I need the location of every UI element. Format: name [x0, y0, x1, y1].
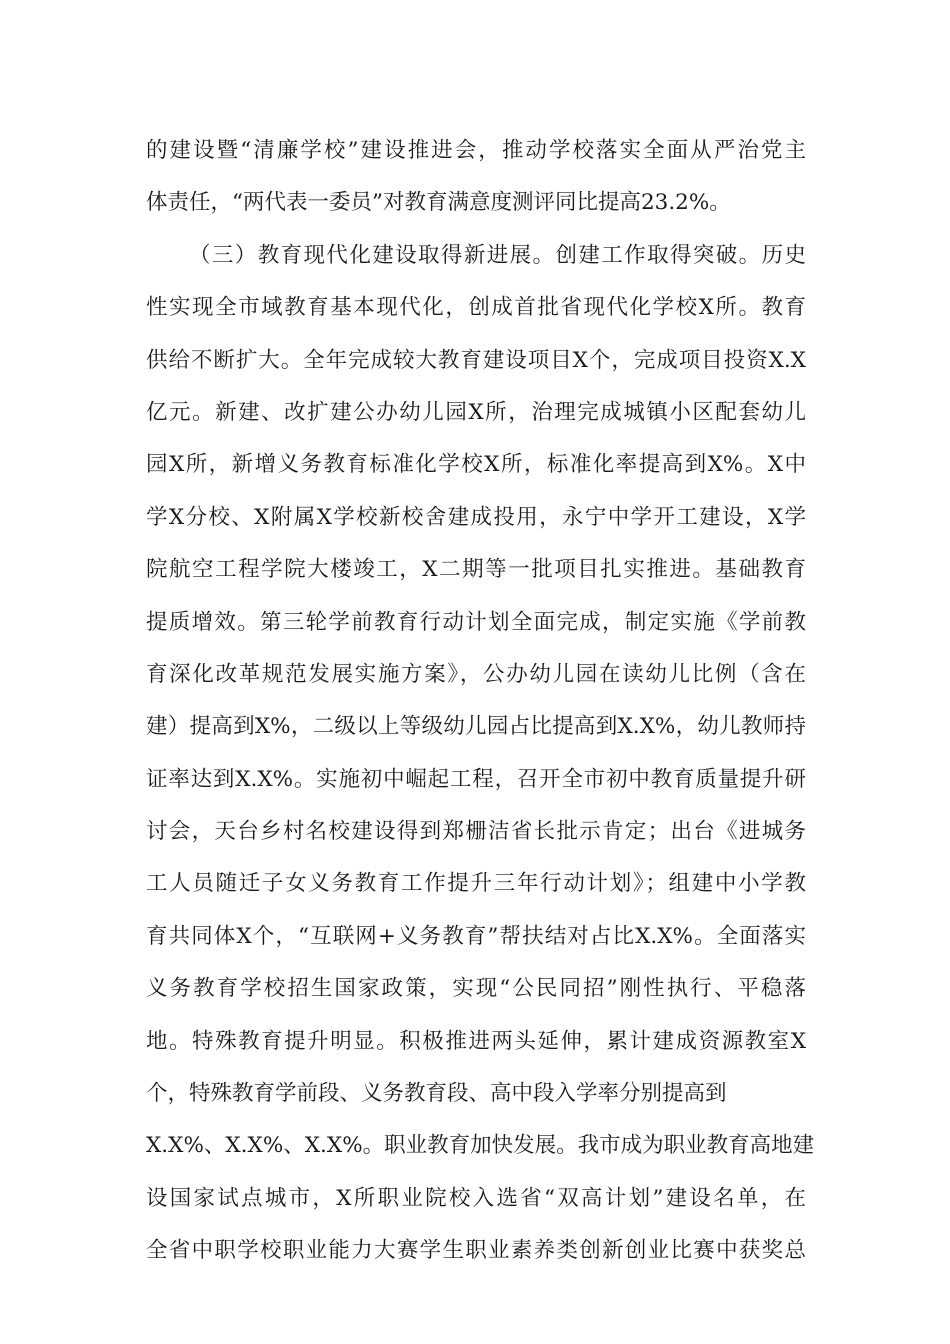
- text-line: 地。特殊教育提升明显。积极推进两头延伸，累计建成资源教室X: [146, 1028, 806, 1054]
- text-line: 育深化改革规范发展实施方案》，公办幼儿园在读幼儿比例（含在: [146, 661, 806, 687]
- text-line: 提质增效。第三轮学前教育行动计划全面完成，制定实施《学前教: [146, 609, 806, 635]
- text-line: 个，特殊教育学前段、义务教育段、高中段入学率分别提高到: [146, 1081, 727, 1107]
- section-heading-line: （三）教育现代化建设取得新进展。创建工作取得突破。历史: [189, 242, 806, 268]
- text-line: 建）提高到X%，二级以上等级幼儿园占比提高到X.X%，幼儿教师持: [146, 714, 806, 740]
- text-line: X.X%、X.X%、X.X%。职业教育加快发展。我市成为职业教育高地建: [146, 1133, 815, 1159]
- text-line: 讨会，天台乡村名校建设得到郑栅洁省长批示肯定；出台《进城务: [146, 819, 806, 845]
- body-text: [146, 125, 815, 1278]
- text-line: 院航空工程学院大楼竣工，X二期等一批项目扎实推进。基础教育: [146, 557, 806, 583]
- text-line: 供给不断扩大。全年完成较大教育建设项目X个，完成项目投资X.X: [146, 347, 806, 373]
- text-line: 设国家试点城市，X所职业院校入选省“双高计划”建设名单，在: [146, 1185, 806, 1211]
- text-line: 工人员随迁子女义务教育工作提升三年行动计划》；组建中小学教: [146, 871, 806, 897]
- text-line: 的建设暨“清廉学校”建设推进会，推动学校落实全面从严治党主: [146, 138, 806, 163]
- text-line: 义务教育学校招生国家政策，实现“公民同招”刚性执行、平稳落: [146, 976, 806, 1002]
- text-line: 育共同体X个，“互联网+义务教育”帮扶结对占比X.X%。全面落实: [146, 923, 806, 949]
- text-line: 全省中职学校职业能力大赛学生职业素养类创新创业比赛中获奖总: [146, 1238, 806, 1264]
- text-line: 亿元。新建、改扩建公办幼儿园X所，治理完成城镇小区配套幼儿: [146, 399, 806, 425]
- text-line: 学X分校、X附属X学校新校舍建成投用，永宁中学开工建设，X学: [146, 504, 806, 530]
- text-line: 性实现全市域教育基本现代化，创成首批省现代化学校X所。教育: [146, 295, 806, 321]
- text-line: 园X所，新增义务教育标准化学校X所，标准化率提高到X%。X中: [146, 452, 806, 478]
- text-line: 体责任，“两代表一委员”对教育满意度测评同比提高23.2%。: [146, 190, 731, 216]
- text-line: 证率达到X.X%。实施初中崛起工程，召开全市初中教育质量提升研: [146, 766, 806, 792]
